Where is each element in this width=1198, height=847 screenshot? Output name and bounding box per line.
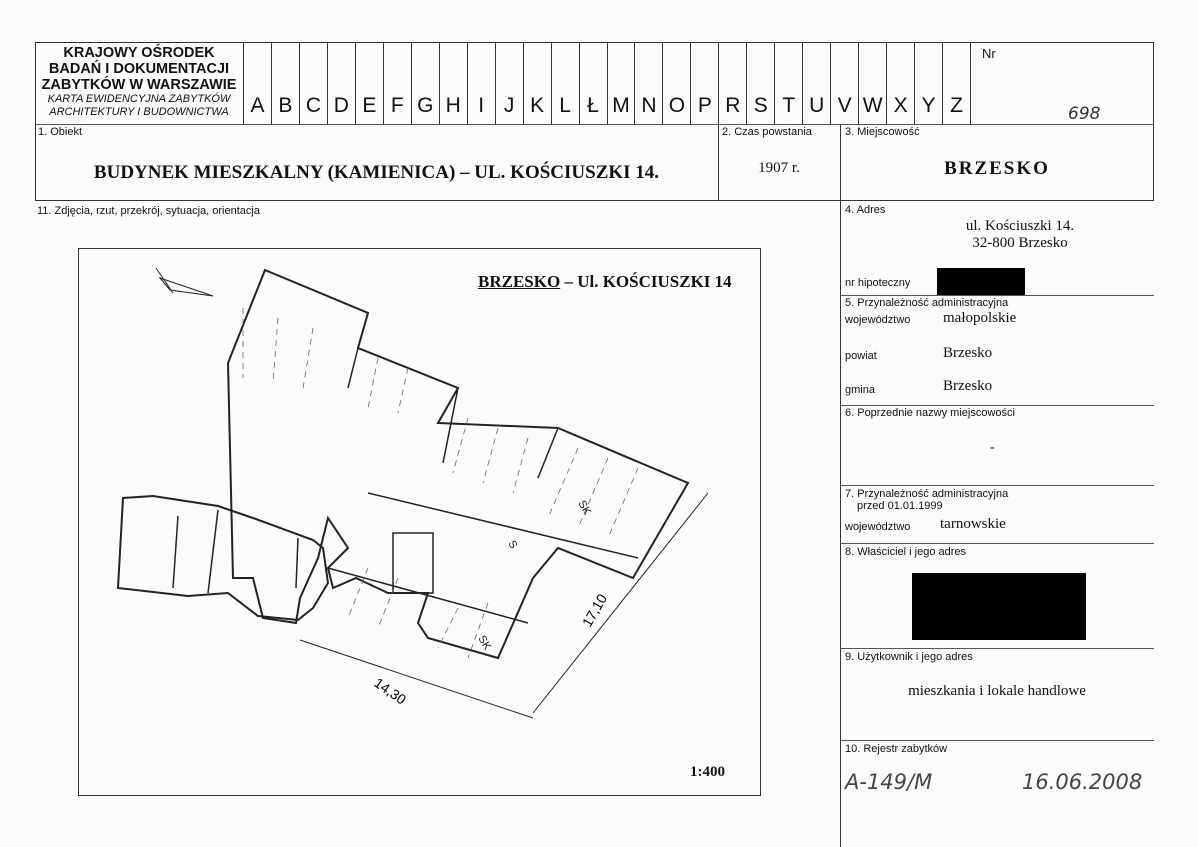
- index-letter: D: [327, 42, 355, 124]
- plan-title-street: – Ul. KOŚCIUSZKI 14: [560, 272, 732, 291]
- index-letter: Ł: [579, 42, 607, 124]
- card-type-line: ARCHITEKTURY I BUDOWNICTWA: [49, 106, 229, 118]
- dimension-length: 14,30: [371, 674, 410, 708]
- rejestr-number-handwritten: A-149/M: [845, 770, 933, 794]
- institution-line: BADAŃ I DOKUMENTACJI: [48, 61, 230, 77]
- adres-line2: 32-800 Brzesko: [972, 235, 1068, 251]
- floor-plan-drawing: [78, 248, 761, 796]
- admin1999-label: 7. Przynależność administracyjna: [845, 488, 1009, 500]
- admin-label: 5. Przynależność administracyjna: [845, 297, 1009, 309]
- hipoteka-label: nr hipoteczny: [845, 277, 911, 289]
- czas-label: 2. Czas powstania: [722, 126, 812, 138]
- index-letter: L: [551, 42, 579, 124]
- rejestr-label: 10. Rejestr zabytków: [845, 743, 948, 755]
- index-letter: Z: [942, 42, 970, 124]
- institution-line: ZABYTKÓW W WARSZAWIE: [41, 77, 237, 93]
- gmina-label: gmina: [845, 384, 875, 396]
- index-letter: C: [299, 42, 327, 124]
- index-letter: H: [439, 42, 467, 124]
- gmina-value: Brzesko: [943, 378, 993, 394]
- admin1999-voivodeship-value: tarnowskie: [940, 516, 1006, 532]
- uzytkownik-label: 9. Użytkownik i jego adres: [845, 651, 973, 663]
- index-letter: O: [662, 42, 690, 124]
- index-letter: K: [523, 42, 551, 124]
- plan-title-city: BRZESKO: [478, 272, 561, 291]
- index-letter: F: [383, 42, 411, 124]
- index-letter: W: [858, 42, 886, 124]
- obiekt-label: 1. Obiekt: [38, 126, 83, 138]
- obiekt-value: BUDYNEK MIESZKALNY (KAMIENICA) – UL. KOŚCIUSZKI 14.: [93, 162, 660, 183]
- room-mark: SK: [475, 633, 494, 653]
- miejscowosc-value: BRZESKO: [944, 158, 1050, 179]
- redacted-mortgage-number: [937, 268, 1025, 295]
- voivodeship-label: województwo: [845, 314, 911, 326]
- nr-label: Nr: [982, 46, 996, 61]
- admin1999-sub: przed 01.01.1999: [857, 500, 943, 512]
- wlasciciel-label: 8. Właściciel i jego adres: [845, 546, 967, 558]
- room-mark: SK: [575, 498, 594, 518]
- index-letter: X: [886, 42, 914, 124]
- zdjecia-label: 11. Zdjęcia, rzut, przekrój, sytuacja, orientacja: [37, 205, 260, 217]
- index-letter: G: [411, 42, 439, 124]
- index-letter: R: [718, 42, 746, 124]
- rejestr-date-handwritten: 16.06.2008: [1022, 770, 1143, 794]
- index-letter: M: [607, 42, 635, 124]
- voivodeship-value: małopolskie: [943, 310, 1017, 326]
- index-letter: T: [774, 42, 802, 124]
- institution-line: KRAJOWY OŚRODEK: [63, 45, 215, 61]
- admin1999-voivodeship-label: województwo: [845, 521, 911, 533]
- miejscowosc-label: 3. Miejscowość: [845, 126, 920, 138]
- index-letter: E: [355, 42, 383, 124]
- index-letter: I: [467, 42, 495, 124]
- index-letter: J: [495, 42, 523, 124]
- staircase: [393, 533, 433, 593]
- plan-scale: 1:400: [690, 764, 725, 780]
- index-letter: B: [271, 42, 299, 124]
- poprzednie-value: -: [990, 440, 995, 455]
- index-letter: Y: [914, 42, 942, 124]
- uzytkownik-value: mieszkania i lokale handlowe: [908, 683, 1086, 699]
- index-letter: U: [802, 42, 830, 124]
- powiat-value: Brzesko: [943, 345, 993, 361]
- powiat-label: powiat: [845, 350, 877, 362]
- poprzednie-label: 6. Poprzednie nazwy miejscowości: [845, 407, 1015, 419]
- north-arrow-icon: [160, 278, 213, 296]
- index-letter: S: [746, 42, 774, 124]
- nr-value-handwritten: 698: [1068, 104, 1101, 124]
- index-letter: P: [690, 42, 718, 124]
- adres-line1: ul. Kościuszki 14.: [965, 218, 1075, 234]
- dimension-width: 17,10: [578, 591, 611, 630]
- adres-label: 4. Adres: [845, 204, 886, 216]
- index-letter: V: [830, 42, 858, 124]
- institution-block: [35, 45, 243, 119]
- index-letter: N: [634, 42, 662, 124]
- building-wing-north: [228, 270, 688, 658]
- czas-value: 1907 r.: [758, 160, 800, 176]
- index-letter: A: [243, 42, 271, 124]
- room-mark: S: [505, 538, 520, 551]
- card-type-line: KARTA EWIDENCYJNA ZABYTKÓW: [47, 93, 231, 105]
- redacted-owner: [912, 573, 1086, 640]
